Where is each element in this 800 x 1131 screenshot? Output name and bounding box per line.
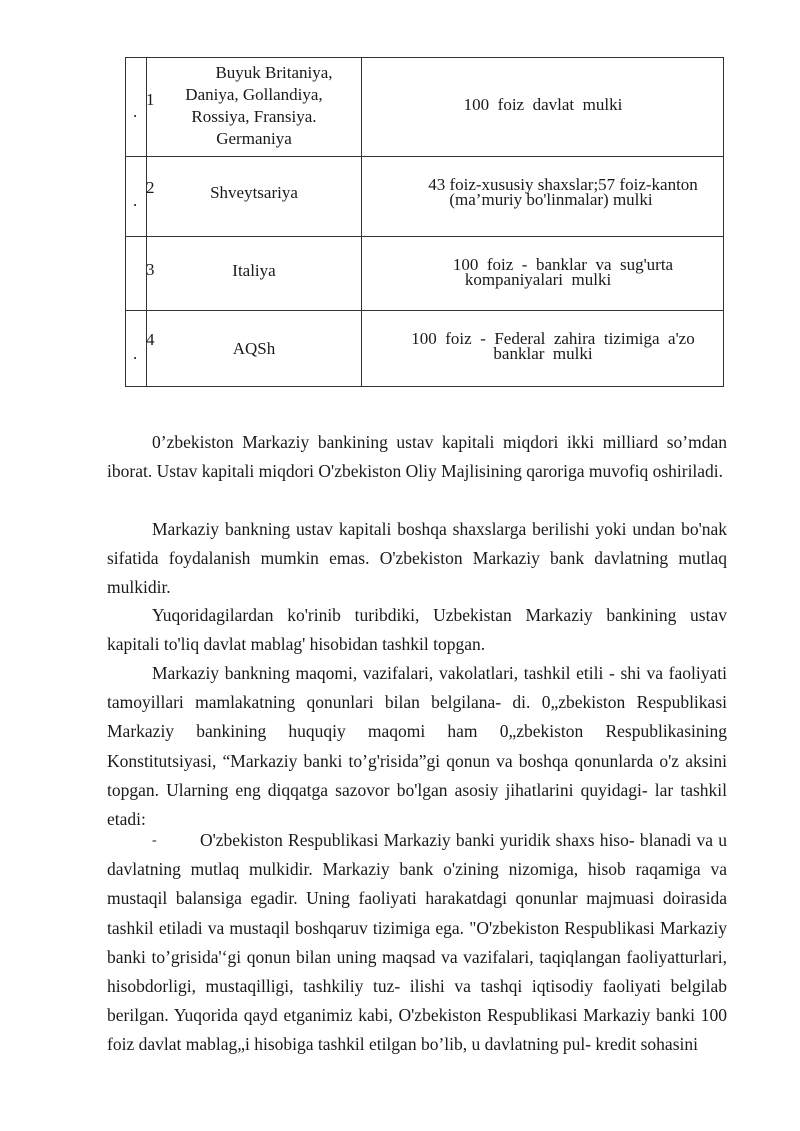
table-row — [126, 156, 723, 236]
ownership-table — [125, 57, 724, 387]
ownership-line: banklar mulki — [493, 344, 593, 363]
country-line: Germaniya — [216, 129, 292, 148]
ownership-line: 100 foiz davlat mulki — [463, 95, 623, 114]
table-row — [126, 236, 723, 310]
row-number: 4 — [146, 330, 155, 349]
ownership-line: 100 foiz - Federal zahira tizimiga a'zo — [411, 329, 695, 348]
ownership-cell — [366, 175, 720, 209]
row-number: 3 — [146, 260, 155, 279]
body-paragraph: 0’zbekiston Markaziy bankining ustav kapitali miqdori ikki milliard so’mdan iborat. Ustav kapitali miqdori O'zbekiston Oliy Majlisining qaroriga muvofiq oshiriladi. — [107, 432, 727, 482]
row-number: 1 — [146, 90, 155, 109]
row-number: 2 — [146, 178, 155, 197]
country-line: Rossiya, Fransiya. — [191, 107, 317, 126]
body-paragraph: Yuqoridagilardan ko'rinib turibdiki, Uzbekistan Markaziy bankining ustav kapitali to'liq davlat mablag' hisobidan tashkil topgan. — [107, 605, 727, 655]
row-marker: . — [133, 191, 138, 210]
country-cell — [154, 338, 354, 360]
country-line: Buyuk Britaniya, — [215, 63, 333, 82]
bullet-marker: - — [152, 833, 157, 848]
table-row — [126, 310, 723, 387]
table-row — [126, 58, 723, 156]
body-paragraph: Markaziy bankning ustav kapitali boshqa shaxslarga berilishi yoki undan bo'nak sifatida foydalanish mumkin emas. O'zbekiston Markaziy bank davlatning mutlaq mulkidir. — [107, 519, 727, 598]
ownership-cell — [366, 255, 720, 289]
country-line: Italiya — [232, 261, 276, 280]
ownership-line: kompaniyalari mulki — [464, 270, 612, 289]
country-cell — [154, 182, 354, 204]
country-line: Shveytsariya — [210, 183, 298, 202]
bullet-paragraph: O'zbekiston Respublikasi Markaziy banki yuridik shaxs hiso- blanadi va u davlatning mutlaq mulkidir. Markaziy bank o'zining nizomiga, hisob raqamiga va mustaqil balansiga egadir. Uning faoliyati harakatdagi qonunlar majmuasi doirasida tashkil etiladi va mustaqil boshqaruv tizimiga ega. "O'zbekiston Respublikasi Markaziy banki to’grisida'‘gi qonun bilan uning maqsad va vazifalari, taqiqlangan faoliyatturlari, hisobdorligi, mustaqilligi, tashkiliy tuz- ilishi va tashqi iqtisodiy faoliyati belgilab berilgan. Yuqorida qayd etganimiz kabi, O'zbekiston Respublikasi Markaziy banki 100 foiz davlat mablag„i hisobiga tashkil etilgan bo’lib, u davlatning pul- kredit sohasini — [107, 830, 727, 1055]
ownership-line: 100 foiz - banklar va sug'urta — [452, 255, 674, 274]
row-marker: . — [133, 102, 138, 121]
country-line: AQSh — [232, 339, 276, 358]
row-marker: . — [133, 344, 138, 363]
ownership-cell — [366, 329, 720, 363]
ownership-line: 43 foiz-xususiy shaxslar;57 foiz-kanton — [428, 175, 698, 194]
body-paragraph: Markaziy bankning maqomi, vazifalari, vakolatlari, tashkil etili - shi va faoliyati tamoyillari mamlakatning qonunlari bilan belgilana- di. 0„zbekiston Respublikasi Markaziy bankining huquqiy maqomi ham 0„zbekiston Respublikasining Konstitutsiyasi, “Markaziy banki to’g'risida”gi qonun va boshqa qonunlarda o'z aksini topgan. Ularning eng diqqatga sazovor bo'lgan asosiy jihatlarini quyidagi- lar tashkil etadi: — [107, 663, 727, 830]
ownership-line: (ma’muriy bo'linmalar) mulki — [449, 190, 653, 209]
ownership-cell — [366, 94, 720, 116]
country-cell — [154, 260, 354, 282]
country-line: Daniya, Gollandiya, — [185, 85, 323, 104]
country-cell — [154, 62, 354, 150]
